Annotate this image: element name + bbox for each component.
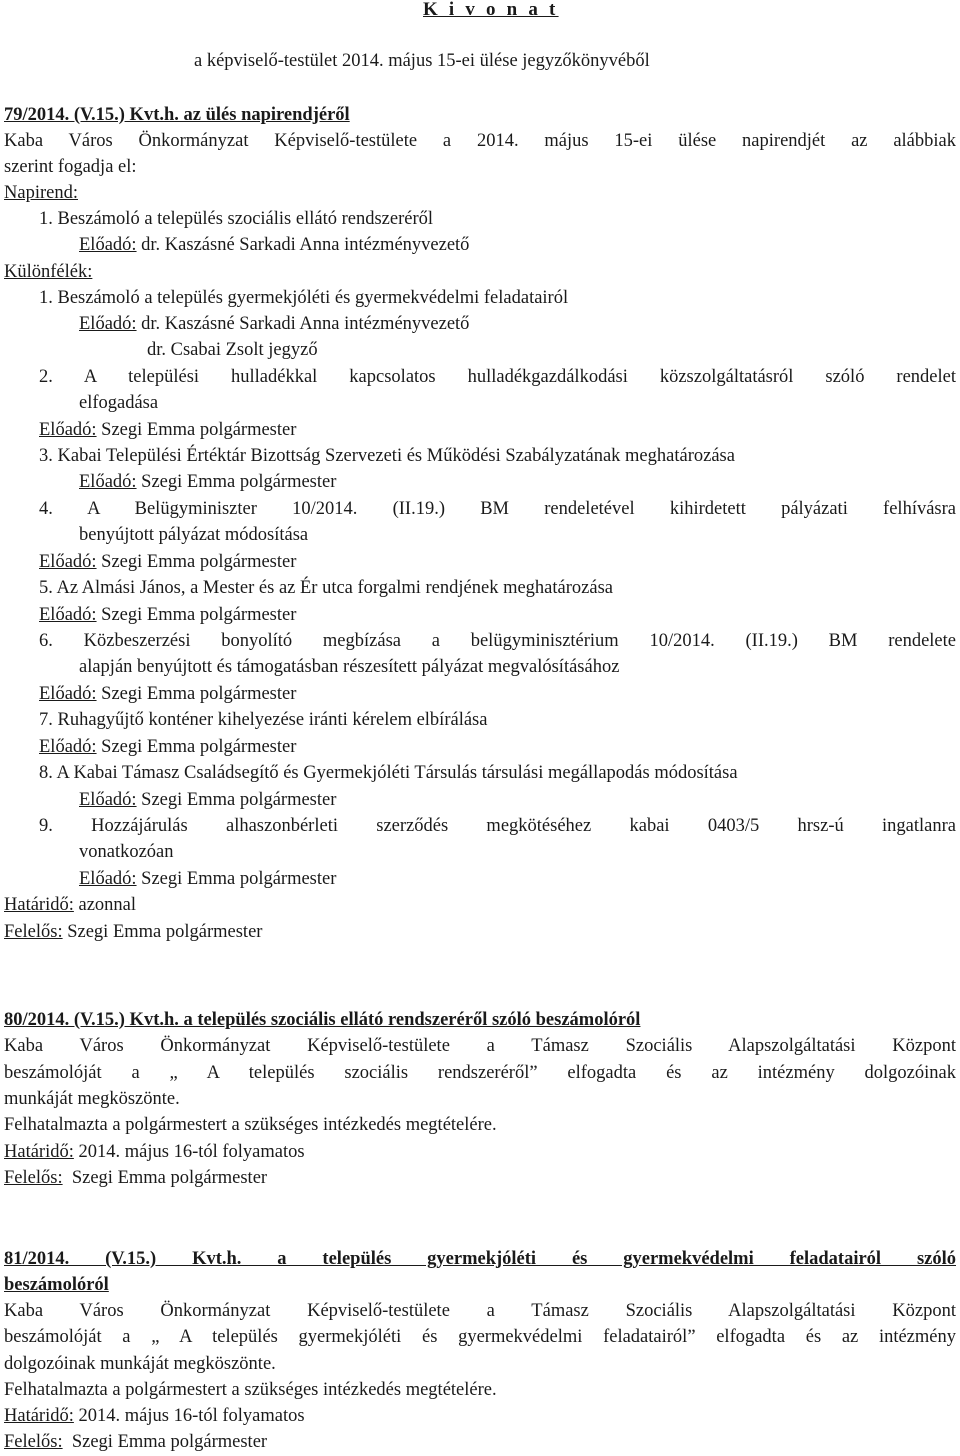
eloado-label: Előadó: — [79, 790, 137, 810]
kulonfelek-item-3: 3. Kabai Települési Értéktár Bizottság Szervezeti és Működési Szabályzatának meghatározása — [39, 446, 735, 466]
resolution-80-deadline — [4, 1140, 305, 1164]
kulonfelek-item-2-cont: elfogadása — [79, 393, 159, 413]
eloado-label: Előadó: — [79, 235, 137, 255]
resolution-79-intro-cont: szerint fogadja el: — [4, 157, 137, 177]
hatarido-value: 2014. május 16-tól folyamatos — [78, 1142, 305, 1162]
kulonfelek-item-6: 6. Közbeszerzési bonyolító megbízása a belügyminisztérium 10/2014. (II.19.) BM rendelete — [39, 631, 956, 651]
kulonfelek-item-4-cont: benyújtott pályázat módosítása — [79, 525, 309, 545]
kulonfelek-item-8-presenter — [79, 788, 336, 812]
kulonfelek-item-2-presenter — [39, 418, 296, 442]
eloado-label: Előadó: — [39, 552, 97, 572]
resolution-81-text-3: dolgozóinak munkáját megköszönte. — [4, 1354, 276, 1374]
kulonfelek-item-9-cont: vonatkozóan — [79, 842, 174, 862]
felelos-value: Szegi Emma polgármester — [67, 922, 263, 942]
resolution-80-text-1: Kaba Város Önkormányzat Képviselő-testülete a Támasz Szociális Alapszolgáltatási Központ — [4, 1036, 956, 1056]
felelos-label: Felelős: — [4, 922, 63, 942]
resolution-79-heading: 79/2014. (V.15.) Kvt.h. az ülés napirendjéről — [4, 105, 350, 125]
hatarido-label: Határidő: — [4, 1142, 74, 1162]
felelos-label: Felelős: — [4, 1432, 63, 1452]
resolution-80-responsible — [4, 1166, 267, 1190]
napirend-label: Napirend: — [4, 183, 78, 203]
resolution-81-text-4: Felhatalmazta a polgármestert a szükséges intézkedés megtételére. — [4, 1380, 497, 1400]
resolution-80-text-3: munkáját megköszönte. — [4, 1089, 180, 1109]
presenter-name: dr. Kaszásné Sarkadi Anna intézményvezető — [141, 235, 470, 255]
kulonfelek-item-6-presenter — [39, 682, 296, 706]
kulonfelek-item-4-presenter — [39, 550, 296, 574]
kulonfelek-item-7-presenter — [39, 735, 296, 759]
kulonfelek-item-1-presenter-2: dr. Csabai Zsolt jegyző — [147, 340, 318, 360]
resolution-81-heading-cont: beszámolóról — [4, 1275, 109, 1295]
kulonfelek-item-5-presenter — [39, 603, 296, 627]
kulonfelek-item-3-presenter — [79, 470, 336, 494]
presenter-name: dr. Kaszásné Sarkadi Anna intézményvezető — [141, 314, 470, 334]
presenter-name: Szegi Emma polgármester — [141, 869, 337, 889]
resolution-79-responsible — [4, 920, 262, 944]
kulonfelek-item-5: 5. Az Almási János, a Mester és az Ér utca forgalmi rendjének meghatározása — [39, 578, 613, 598]
kulonfelek-item-2: 2. A települési hulladékkal kapcsolatos hulladékgazdálkodási közszolgáltatásról szóló rendelet — [39, 367, 956, 387]
napirend-item-1: 1. Beszámoló a település szociális ellátó rendszeréről — [39, 209, 434, 229]
resolution-79-intro: Kaba Város Önkormányzat Képviselő-testülete a 2014. május 15-ei ülése napirendjét az alábbiak — [4, 131, 956, 151]
presenter-name: Szegi Emma polgármester — [101, 737, 297, 757]
presenter-name: Szegi Emma polgármester — [101, 684, 297, 704]
resolution-79-deadline — [4, 893, 136, 917]
kulonfelek-item-1-presenter — [79, 312, 469, 336]
hatarido-label: Határidő: — [4, 1406, 74, 1426]
hatarido-value: 2014. május 16-tól folyamatos — [78, 1406, 305, 1426]
kulonfelek-item-4: 4. A Belügyminiszter 10/2014. (II.19.) BM rendeletével kihirdetett pályázati felhívásra — [39, 499, 956, 519]
presenter-name: Szegi Emma polgármester — [101, 420, 297, 440]
kulonfelek-item-1: 1. Beszámoló a település gyermekjóléti és gyermekvédelmi feladatairól — [39, 288, 569, 308]
presenter-name: Szegi Emma polgármester — [101, 605, 297, 625]
eloado-label: Előadó: — [39, 605, 97, 625]
hatarido-label: Határidő: — [4, 895, 74, 915]
resolution-81-responsible — [4, 1430, 267, 1454]
resolution-80-heading: 80/2014. (V.15.) Kvt.h. a település szociális ellátó rendszeréről szóló beszámolóról — [4, 1010, 641, 1030]
eloado-label: Előadó: — [39, 737, 97, 757]
kulonfelek-label: Különfélék: — [4, 262, 93, 282]
resolution-81-deadline — [4, 1404, 305, 1428]
resolution-81-heading: 81/2014. (V.15.) Kvt.h. a település gyermekjóléti és gyermekvédelmi feladatairól szóló — [4, 1249, 956, 1269]
eloado-label: Előadó: — [39, 684, 97, 704]
kulonfelek-item-7: 7. Ruhagyűjtő konténer kihelyezése iránti kérelem elbírálása — [39, 710, 488, 730]
presenter-name: Szegi Emma polgármester — [141, 790, 337, 810]
presenter-name: Szegi Emma polgármester — [141, 472, 337, 492]
kulonfelek-item-9-presenter — [79, 867, 336, 891]
resolution-81-text-1: Kaba Város Önkormányzat Képviselő-testülete a Támasz Szociális Alapszolgáltatási Központ — [4, 1301, 956, 1321]
presenter-name: Szegi Emma polgármester — [101, 552, 297, 572]
document-title: K i v o n a t — [423, 0, 559, 20]
napirend-item-1-presenter — [79, 233, 469, 257]
eloado-label: Előadó: — [79, 869, 137, 889]
kulonfelek-item-6-cont: alapján benyújtott és támogatásban részesített pályázat megvalósításához — [79, 657, 620, 677]
felelos-value: Szegi Emma polgármester — [71, 1432, 268, 1452]
kulonfelek-item-8: 8. A Kabai Támasz Családsegítő és Gyermekjóléti Társulás társulási megállapodás módosítása — [39, 763, 738, 783]
kulonfelek-item-9: 9. Hozzájárulás alhaszonbérleti szerződés megkötéséhez kabai 0403/5 hrsz-ú ingatlanra — [39, 816, 956, 836]
hatarido-value: azonnal — [78, 895, 137, 915]
felelos-value: Szegi Emma polgármester — [71, 1168, 268, 1188]
felelos-label: Felelős: — [4, 1168, 63, 1188]
eloado-label: Előadó: — [79, 472, 137, 492]
eloado-label: Előadó: — [79, 314, 137, 334]
eloado-label: Előadó: — [39, 420, 97, 440]
resolution-80-text-2: beszámolóját a „ A település szociális rendszeréről” elfogadta és az intézmény dolgozóinak — [4, 1063, 956, 1083]
resolution-81-text-2: beszámolóját a „ A település gyermekjóléti és gyermekvédelmi feladatairól” elfogadta és az intézmény — [4, 1327, 956, 1347]
resolution-80-text-4: Felhatalmazta a polgármestert a szükséges intézkedés megtételére. — [4, 1115, 497, 1135]
document-subtitle: a képviselő-testület 2014. május 15-ei ülése jegyzőkönyvéből — [194, 51, 650, 71]
